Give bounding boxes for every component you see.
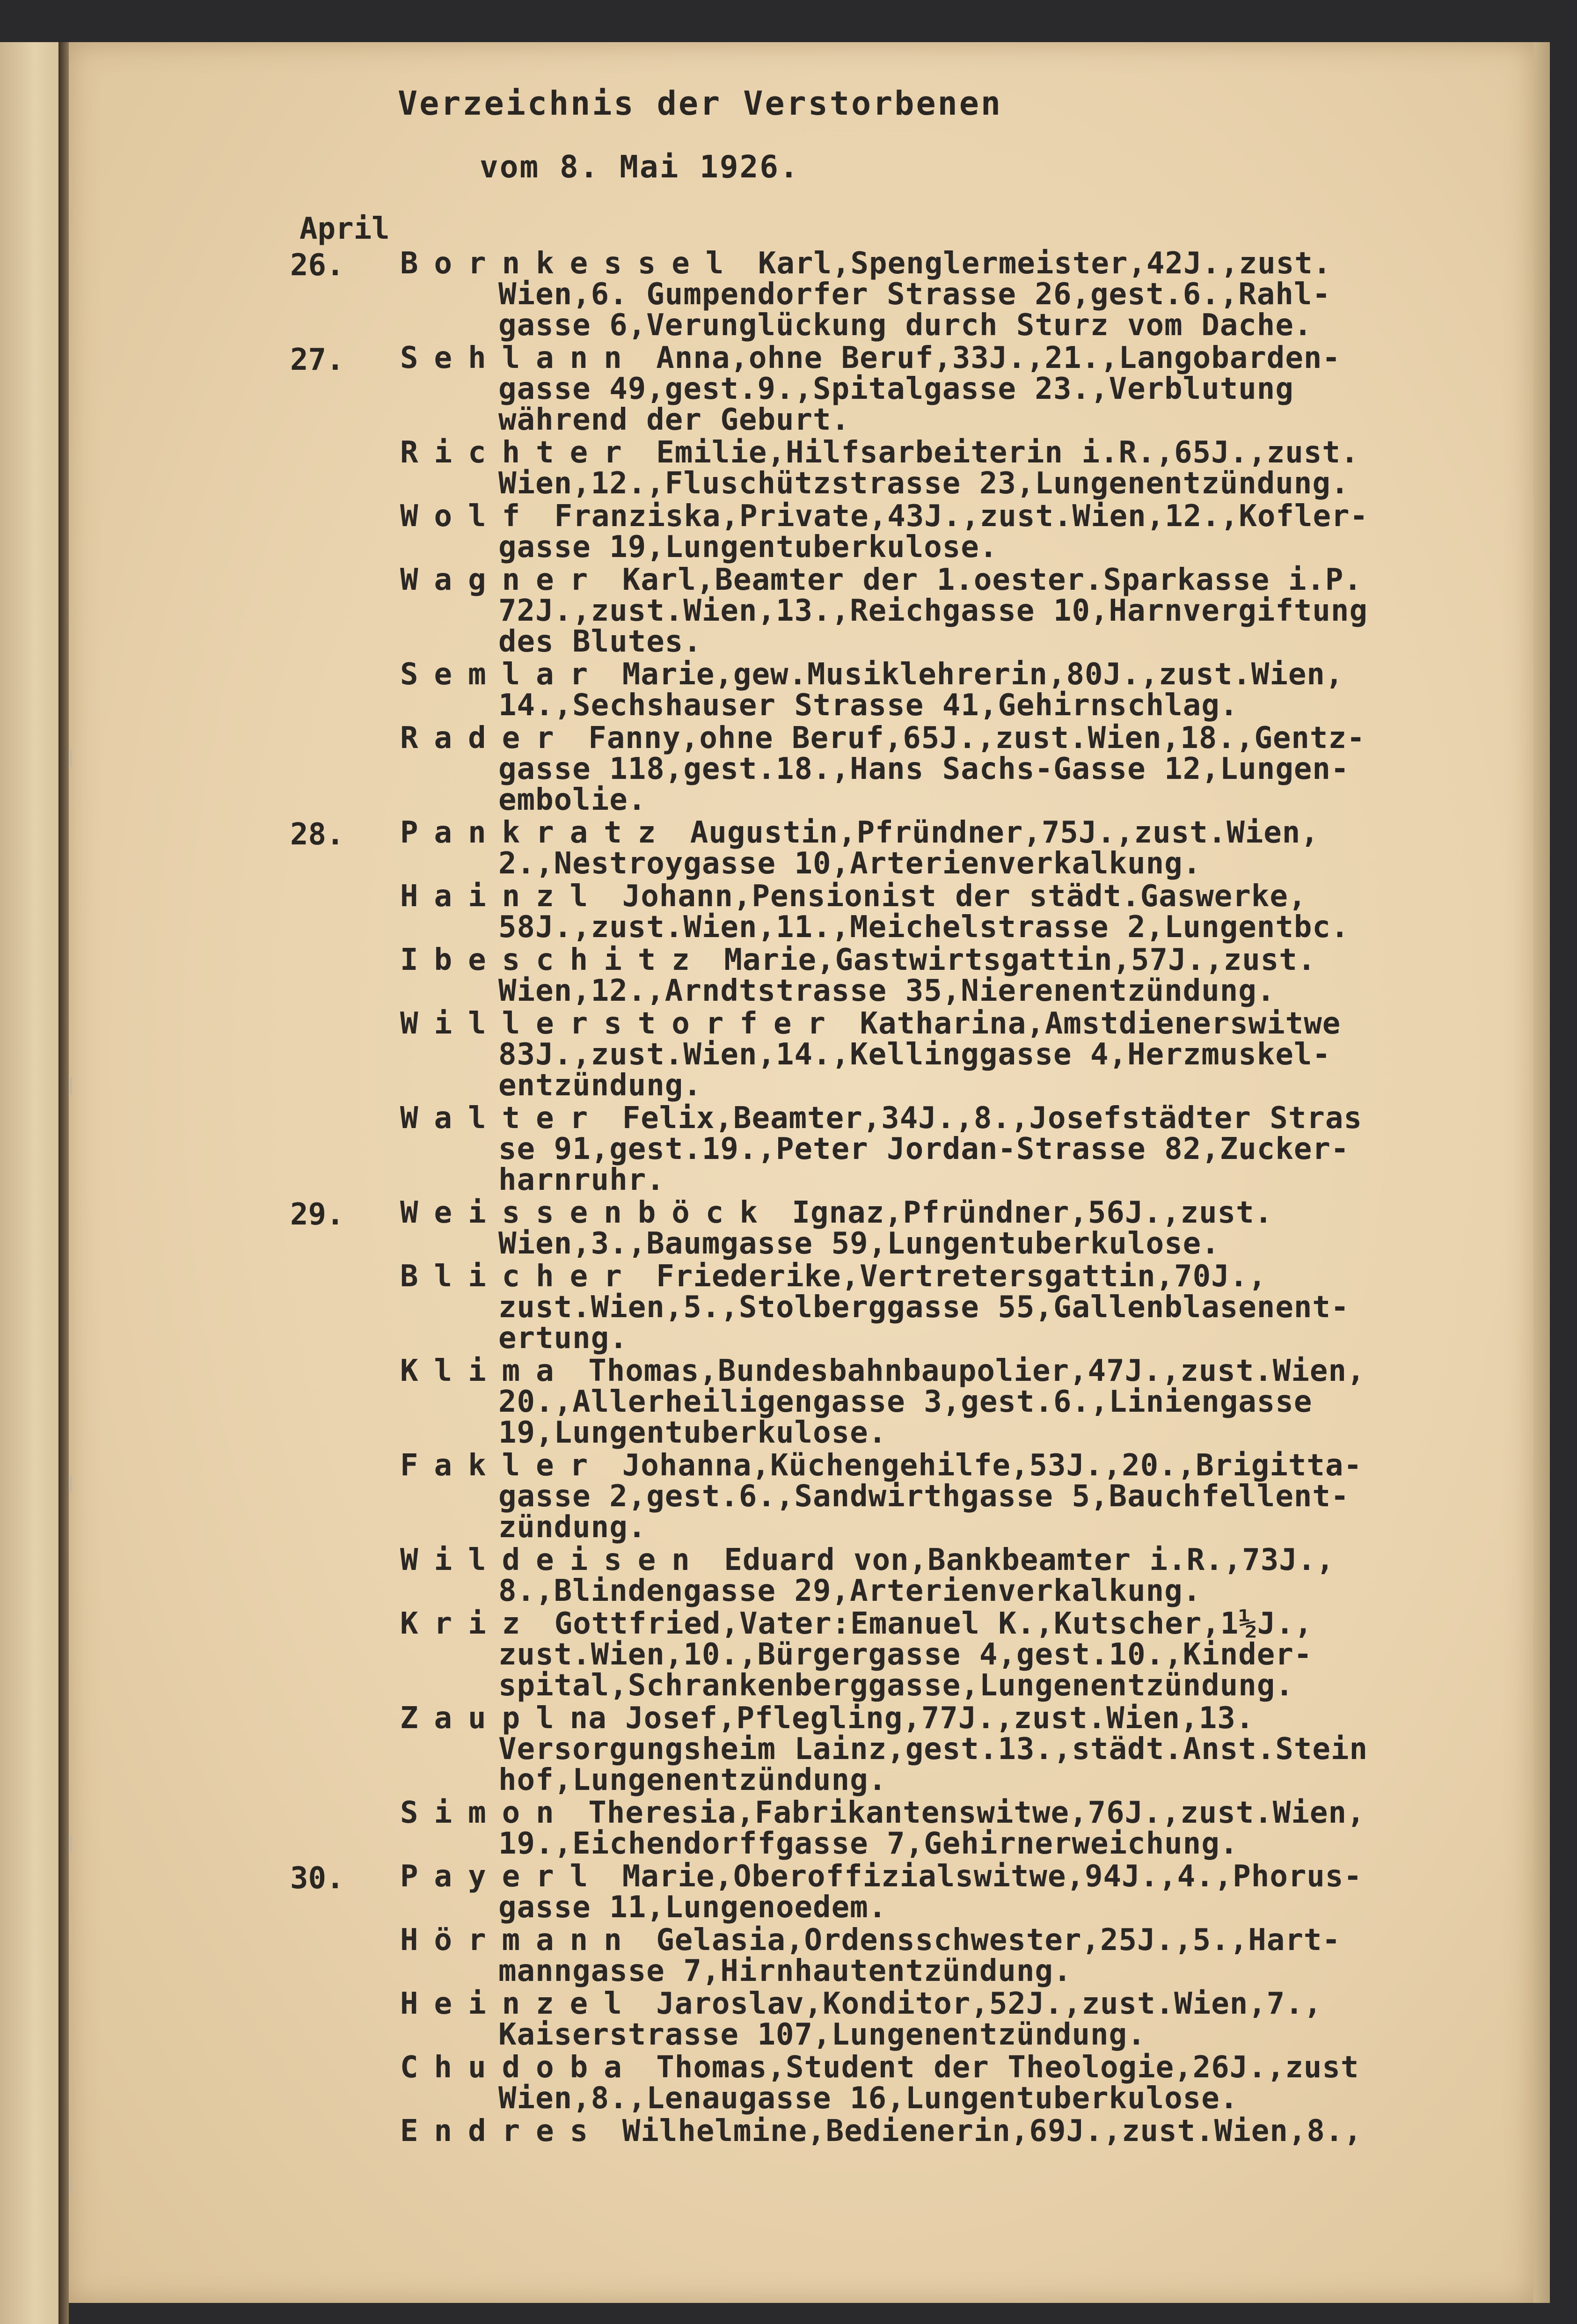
entry-surname: Chudoba (400, 2050, 638, 2085)
entry-text: Marie,gew.Musiklehrerin,80J.,zust.Wien, (604, 657, 1344, 692)
entry-text: Friederike,Vertretersgattin,70J., (637, 1259, 1267, 1294)
entry-first-line (400, 881, 1307, 912)
entry-surname: Endres (400, 2114, 604, 2148)
entry-date: 27. (290, 343, 344, 377)
entry-continuation-line: manngasse 7,Hirnhautentzündung. (498, 1954, 1072, 1988)
entry-first-line (400, 1797, 1365, 1828)
entry-continuation-line: ertung. (498, 1321, 628, 1356)
entry-text: Augustin,Pfründner,75J.,zust.Wien, (672, 815, 1319, 850)
entry-first-line (400, 565, 1362, 595)
entry-first-line (400, 723, 1365, 754)
entry-text: Marie,Gastwirtsgattin,57J.,zust. (705, 943, 1316, 977)
entry-text: Johann,Pensionist der städt.Gaswerke, (604, 879, 1307, 914)
entry-surname: Zaupl (400, 1701, 570, 1736)
entry-first-line (400, 501, 1368, 532)
entry-continuation-line: spital,Schrankenberggasse,Lungenentzündung. (498, 1668, 1294, 1703)
entry-surname: Heinzel (400, 1987, 638, 2021)
entry-surname: Blicher (400, 1259, 638, 1294)
entry-continuation-line: harnruhr. (498, 1163, 665, 1197)
entry-date: 30. (290, 1861, 344, 1896)
entry-text: Johanna,Küchengehilfe,53J.,20.,Brigitta- (604, 1448, 1362, 1483)
entry-continuation-line: zündung. (498, 1510, 647, 1545)
entry-surname: Payerl (400, 1859, 604, 1894)
entry-surname: Richter (400, 435, 638, 470)
entry-text: Fanny,ohne Beruf,65J.,zust.Wien,18.,Gentz- (569, 721, 1365, 755)
entry-date: 26. (290, 248, 344, 283)
entry-continuation-line: 2.,Nestroygasse 10,Arterienverkalkung. (498, 846, 1202, 881)
entry-first-line (400, 2116, 1362, 2147)
entry-surname: Hainzl (400, 879, 604, 914)
entry-text: Wilhelmine,Bedienerin,69J.,zust.Wien,8., (604, 2114, 1362, 2148)
entry-first-line (400, 343, 1341, 374)
entry-text: Emilie,Hilfsarbeiterin i.R.,65J.,zust. (637, 435, 1359, 470)
entry-continuation-line: 58J.,zust.Wien,11.,Meichelstrasse 2,Lungentbc. (498, 910, 1350, 945)
entry-continuation-line: hof,Lungenentzündung. (498, 1763, 887, 1797)
entry-continuation-line: während der Geburt. (498, 403, 850, 437)
entry-continuation-line: Wien,8.,Lenaugasse 16,Lungentuberkulose. (498, 2081, 1239, 2116)
entry-surname: Wildeisen (400, 1543, 706, 1577)
entry-first-line (400, 1261, 1267, 1292)
entry-first-line (400, 1861, 1362, 1892)
entry-first-line (400, 1988, 1322, 2019)
entry-surname: Rader (400, 721, 570, 755)
entry-text: Gottfried,Vater:Emanuel K.,Kutscher,1½J., (536, 1606, 1313, 1641)
entry-text: Katharina,Amstdienerswitwe (841, 1006, 1341, 1041)
entry-text: Gelasia,Ordensschwester,25J.,5.,Hart- (637, 1923, 1341, 1957)
entry-first-line (400, 1608, 1313, 1639)
entry-first-line (400, 817, 1319, 848)
entry-continuation-line: Wien,12.,Arndtstrasse 35,Nierenentzündung. (498, 974, 1276, 1008)
entry-surname: Wagner (400, 563, 604, 597)
entry-text: Felix,Beamter,34J.,8.,Josefstädter Stras (604, 1101, 1362, 1136)
entry-text: Eduard von,Bankbeamter i.R.,73J., (705, 1543, 1335, 1577)
entry-continuation-line: se 91,gest.19.,Peter Jordan-Strasse 82,Zucker- (498, 1132, 1350, 1166)
entry-first-line (400, 659, 1343, 690)
entry-surname: Fakler (400, 1448, 604, 1483)
entry-text: na Josef,Pflegling,77J.,zust.Wien,13. (569, 1701, 1255, 1736)
entry-first-line (400, 945, 1316, 975)
entry-continuation-line: 14.,Sechshauser Strasse 41,Gehirnschlag. (498, 688, 1239, 723)
entry-continuation-line: gasse 19,Lungentuberkulose. (498, 530, 998, 565)
entry-text: Anna,ohne Beruf,33J.,21.,Langobarden- (637, 341, 1341, 375)
entry-first-line (400, 248, 1331, 279)
entry-first-line (400, 1925, 1341, 1956)
entry-surname: Weissenböck (400, 1195, 774, 1230)
entry-first-line (400, 1197, 1273, 1228)
entry-text: Jaroslav,Konditor,52J.,zust.Wien,7., (637, 1987, 1322, 2021)
entry-text: Marie,Oberoffizialswitwe,94J.,4.,Phorus- (604, 1859, 1362, 1894)
month-label: April (299, 212, 390, 246)
entry-first-line (400, 1356, 1365, 1386)
entry-continuation-line: Wien,3.,Baumgasse 59,Lungentuberkulose. (498, 1226, 1220, 1261)
entry-text: Franziska,Private,43J.,zust.Wien,12.,Kofler- (536, 499, 1369, 534)
entry-first-line (400, 1450, 1362, 1481)
entry-continuation-line: 8.,Blindengasse 29,Arterienverkalkung. (498, 1574, 1202, 1608)
entry-continuation-line: gasse 2,gest.6.,Sandwirthgasse 5,Bauchfellent- (498, 1479, 1350, 1514)
entry-continuation-line: 83J.,zust.Wien,14.,Kellinggasse 4,Herzmuskel- (498, 1037, 1331, 1072)
entry-first-line (400, 1008, 1341, 1039)
entry-surname: Wolf (400, 499, 536, 534)
entry-surname: Willerstorfer (400, 1006, 841, 1041)
entry-continuation-line: zust.Wien,5.,Stolberggasse 55,Gallenblasenent- (498, 1290, 1350, 1325)
entry-surname: Ibeschitz (400, 943, 706, 977)
entry-date: 28. (290, 817, 344, 852)
entry-text: Thomas,Student der Theologie,26J.,zust (637, 2050, 1359, 2085)
entry-surname: Hörmann (400, 1923, 638, 1957)
entry-text: Thomas,Bundesbahnbaupolier,47J.,zust.Wien, (569, 1354, 1365, 1388)
entry-surname: Sehlann (400, 341, 638, 375)
entry-continuation-line: Wien,12.,Fluschützstrasse 23,Lungenentzündung. (498, 466, 1350, 501)
entry-first-line (400, 1103, 1362, 1134)
entry-continuation-line: gasse 49,gest.9.,Spitalgasse 23.,Verblutung (498, 372, 1294, 406)
entry-continuation-line: Versorgungsheim Lainz,gest.13.,städt.Anst.Stein (498, 1732, 1368, 1767)
entry-first-line (400, 1703, 1254, 1734)
entry-text: Ignaz,Pfründner,56J.,zust. (773, 1195, 1273, 1230)
entry-first-line (400, 2052, 1359, 2083)
entry-surname: Semlar (400, 657, 604, 692)
entry-continuation-line: 19,Lungentuberkulose. (498, 1415, 887, 1450)
entry-surname: Bornkessel (400, 246, 740, 281)
entry-continuation-line: Wien,6. Gumpendorfer Strasse 26,gest.6.,Rahl- (498, 277, 1331, 312)
entry-continuation-line: des Blutes. (498, 624, 702, 659)
entry-continuation-line: zust.Wien,10.,Bürgergasse 4,gest.10.,Kinder- (498, 1637, 1313, 1672)
entry-text: Karl,Beamter der 1.oester.Sparkasse i.P. (604, 563, 1362, 597)
entry-continuation-line: embolie. (498, 783, 647, 817)
document-subtitle: vom 8. Mai 1926. (480, 149, 800, 185)
entry-continuation-line: Kaiserstrasse 107,Lungenentzündung. (498, 2017, 1146, 2052)
entry-text: Theresia,Fabrikantenswitwe,76J.,zust.Wien, (569, 1796, 1365, 1830)
document-title: Verzeichnis der Verstorbenen (398, 84, 1003, 123)
entry-first-line (400, 1545, 1335, 1576)
entry-date: 29. (290, 1197, 344, 1232)
entry-surname: Kriz (400, 1606, 536, 1641)
entry-surname: Pankratz (400, 815, 672, 850)
entry-surname: Klima (400, 1354, 570, 1388)
entry-continuation-line: 72J.,zust.Wien,13.,Reichgasse 10,Harnvergiftung (498, 594, 1368, 628)
entry-surname: Walter (400, 1101, 604, 1136)
entry-continuation-line: 20.,Allerheiligengasse 3,gest.6.,Liniengasse (498, 1385, 1313, 1419)
entry-first-line (400, 437, 1359, 468)
entry-continuation-line: gasse 11,Lungenoedem. (498, 1890, 887, 1925)
entry-continuation-line: 19.,Eichendorffgasse 7,Gehirnerweichung. (498, 1826, 1239, 1861)
entry-continuation-line: entzündung. (498, 1068, 702, 1103)
entry-text: Karl,Spenglermeister,42J.,zust. (739, 246, 1332, 281)
entry-surname: Simon (400, 1796, 570, 1830)
entry-continuation-line: gasse 118,gest.18.,Hans Sachs-Gasse 12,Lungen- (498, 752, 1350, 786)
entry-continuation-line: gasse 6,Verunglückung durch Sturz vom Dache. (498, 308, 1313, 343)
